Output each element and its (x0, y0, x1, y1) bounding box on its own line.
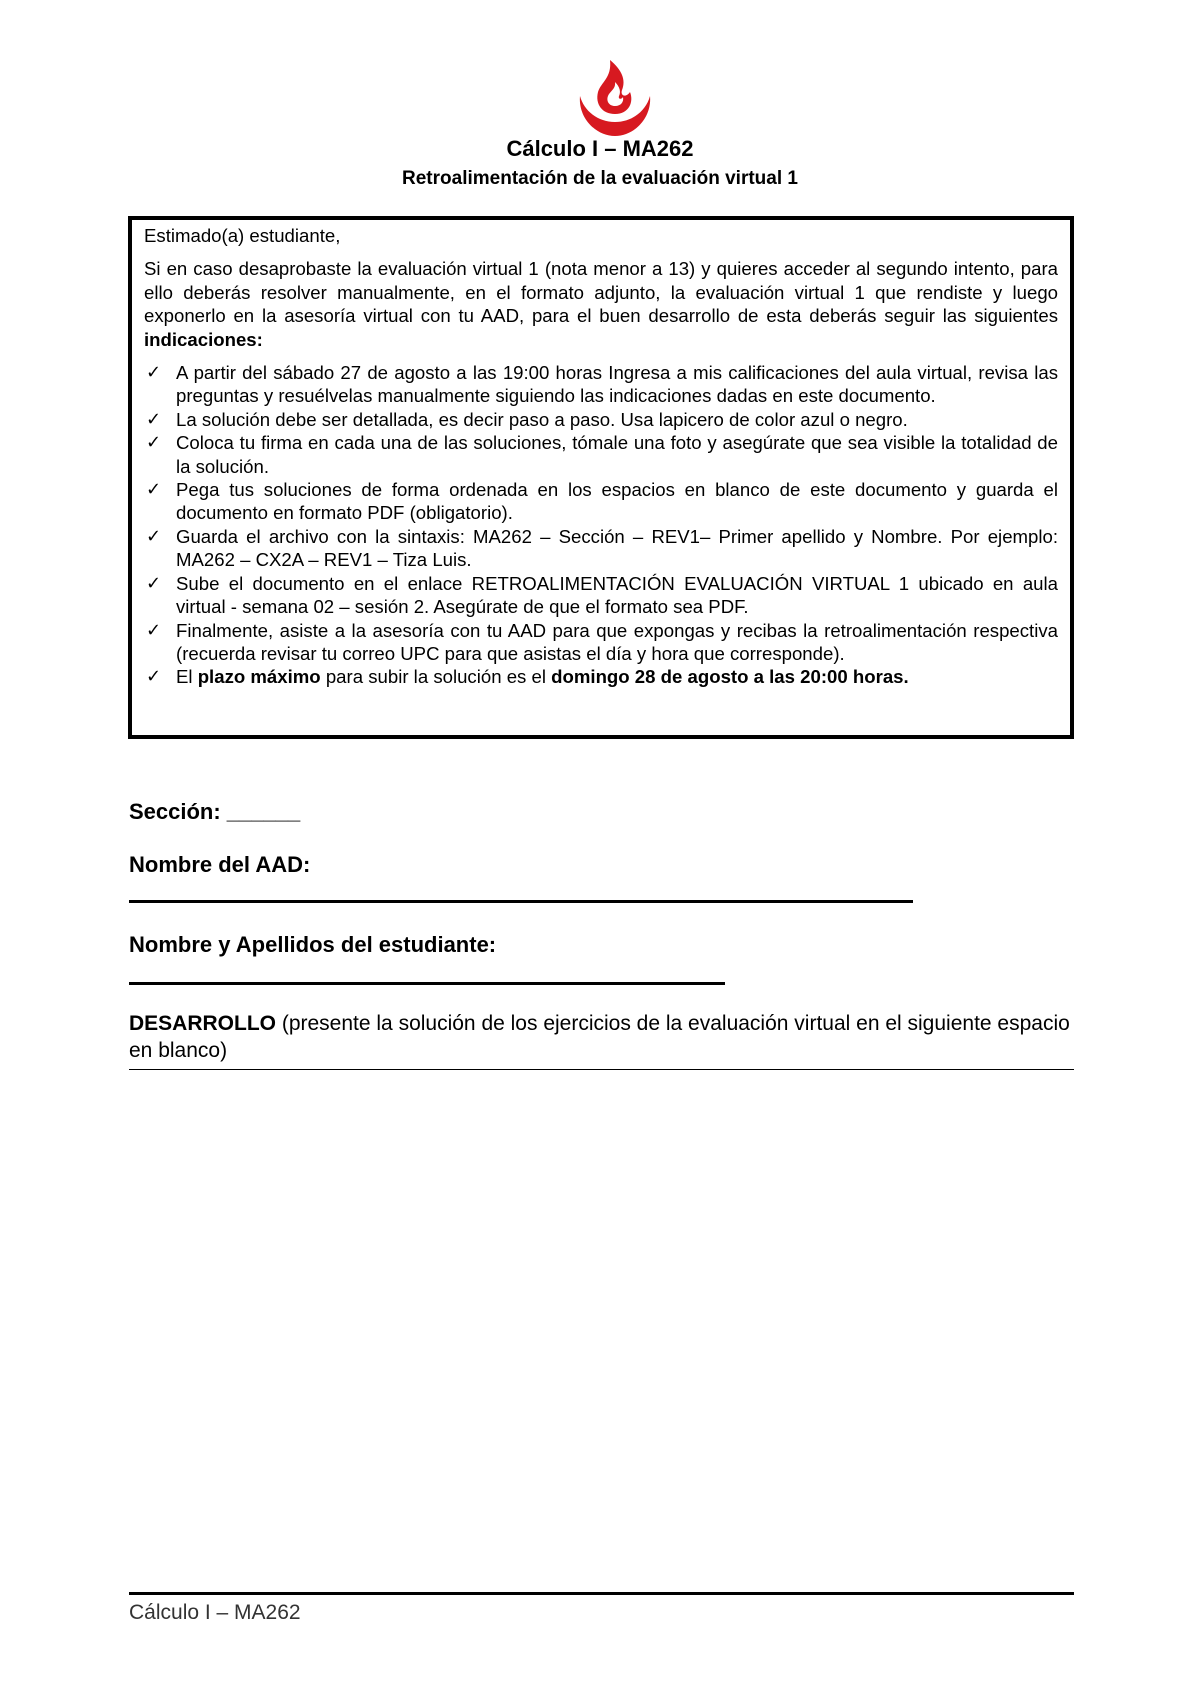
upc-logo-icon (574, 56, 656, 138)
list-item (144, 361, 1058, 408)
checkmark-icon: ✓ (146, 362, 162, 384)
checkmark-icon: ✓ (146, 619, 162, 641)
deadline-bold-2: domingo 28 de agosto a las 20:00 horas. (551, 666, 909, 688)
checkmark-icon: ✓ (146, 479, 162, 501)
checkmark-icon: ✓ (146, 572, 162, 594)
list-item (144, 619, 1058, 666)
intro-text: Si en caso desaprobaste la evaluación virtual 1 (nota menor a 13) y quieres acceder al segundo intento, para ello deberás resolver manualmente, en el formato adjunto, la evaluación virtual 1 que rendiste y luego exponerlo en la asesoría virtual con tu AAD, para el buen desarrollo de esta deberás seguir las siguientes (144, 258, 1058, 327)
list-item-text: Sube el documento en el enlace RETROALIMENTACIÓN EVALUACIÓN VIRTUAL 1 ubicado en aula virtual - semana 02 – sesión 2. Asegúrate de que el formato sea PDF. (176, 572, 1058, 618)
list-item (144, 572, 1058, 619)
list-item-deadline (144, 665, 1058, 688)
list-item (144, 525, 1058, 572)
desarrollo-heading (129, 1010, 1074, 1064)
list-item (144, 431, 1058, 478)
desarrollo-bold: DESARROLLO (129, 1012, 276, 1035)
aad-field-label: Nombre del AAD: (129, 852, 311, 877)
intro-paragraph (144, 257, 1058, 351)
checkmark-icon: ✓ (146, 666, 162, 688)
checkmark-icon: ✓ (146, 525, 162, 547)
checkmark-icon: ✓ (146, 408, 162, 430)
list-item-text: Guarda el archivo con la sintaxis: MA262 – Sección – REV1– Primer apellido y Nombre. Por ejemplo: MA262 – CX2A – REV1 – Tiza Luis. (176, 525, 1058, 571)
list-item (144, 478, 1058, 525)
student-name-fill-line (129, 982, 725, 985)
desarrollo-divider (129, 1069, 1074, 1070)
deadline-text-2: para subir la solución es el (320, 666, 552, 688)
list-item (144, 408, 1058, 431)
aad-fill-line (129, 900, 913, 903)
instructions-box (128, 216, 1074, 739)
desarrollo-text: (presente la solución de los ejercicios de la evaluación virtual en el siguiente espacio en blanco) (129, 1012, 1070, 1062)
intro-bold-text: indicaciones: (144, 328, 263, 350)
list-item-text: Pega tus soluciones de forma ordenada en los espacios en blanco de este documento y guarda el documento en formato PDF (obligatorio). (176, 479, 1058, 524)
greeting-text: Estimado(a) estudiante, (144, 225, 341, 246)
student-name-field-label: Nombre y Apellidos del estudiante: (129, 932, 497, 957)
page-subtitle: Retroalimentación de la evaluación virtual 1 (402, 168, 798, 189)
seccion-field-label: Sección: ______ (129, 799, 301, 824)
checkmark-icon: ✓ (146, 432, 162, 454)
deadline-text-1: El (176, 666, 198, 688)
list-item-text: A partir del sábado 27 de agosto a las 19:00 horas Ingresa a mis calificaciones del aula virtual, revisa las preguntas y resuélvelas manualmente siguiendo las indicaciones dadas en este documento. (176, 362, 1058, 407)
list-item-text: Finalmente, asiste a la asesoría con tu AAD para que expongas y recibas la retroalimentación respectiva (recuerda revisar tu correo UPC para que asistas el día y hora que corresponde). (176, 619, 1058, 664)
footer-divider (129, 1592, 1074, 1595)
page-title: Cálculo I – MA262 (506, 136, 694, 161)
deadline-bold-1: plazo máximo (197, 666, 321, 688)
list-item-text: Coloca tu firma en cada una de las soluciones, tómale una foto y asegúrate que sea visible la totalidad de la solución. (176, 432, 1058, 477)
instructions-list (144, 361, 1058, 689)
list-item-text: La solución debe ser detallada, es decir paso a paso. Usa lapicero de color azul o negro. (176, 408, 908, 430)
footer-text: Cálculo I – MA262 (129, 1601, 301, 1624)
